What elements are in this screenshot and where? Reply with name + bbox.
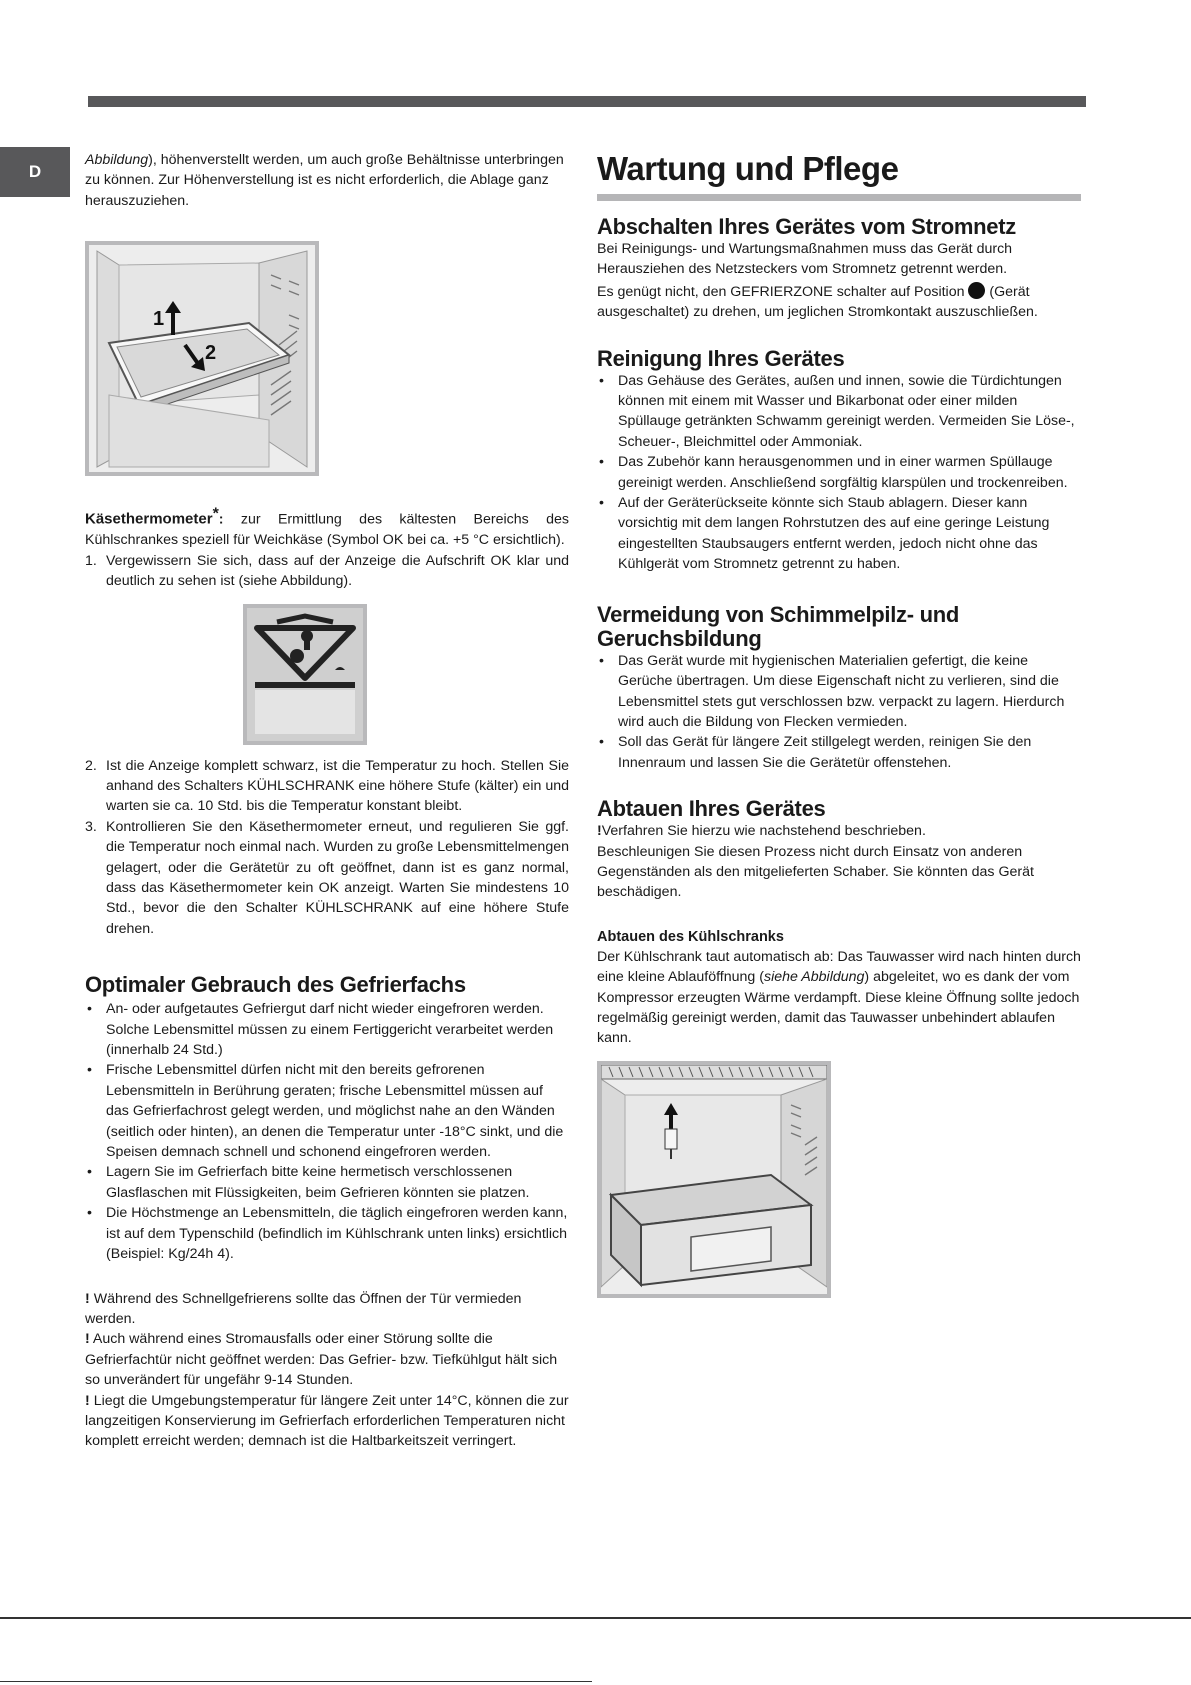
cheese-colon: : (218, 511, 224, 528)
cheese-steps-list-1 (85, 551, 569, 592)
freezer-warnings (85, 1289, 569, 1452)
arrow-label-1: 1 (153, 308, 165, 331)
cleaning-heading: Reinigung Ihres Gerätes (597, 345, 845, 371)
mould-bullet-list (597, 651, 1081, 773)
cheese-thermometer-text: zur Ermittlung des kältesten Bereichs des Kühlschrankes speziell für Weichkäse (Symbol OK bei ca. +5 °C ersichtlich). (85, 511, 569, 549)
warning-paragraph (85, 1289, 569, 1330)
warning-text: Liegt die Umgebungstemperatur für längere Zeit unter 14°C, können die zur langzeitigen Konservierung im Gefrierfach erforderlichen Temperaturen nicht komplett erreicht werden; demnach ist die Haltbarkeitszeit verringert. (85, 1392, 569, 1450)
bottom-rule (0, 1617, 1191, 1619)
mould-bullet: • Das Gerät wurde mit hygienischen Materialien gefertigt, die keine Gerüche übertragen. Um diese Eigenschaft nicht zu verlieren, sind die Lebensmittel stets gut verschlossen bzw. verpackt zu lagern. Hierdurch wird auch die Bildung von Flecken vermieden. (597, 651, 1081, 733)
right-column (597, 150, 1081, 1298)
power-switch-text-2: (Gerät ausgeschaltet) zu drehen, um jeglichen Stromkontakt auszuschließen. (597, 283, 1038, 321)
intro-text: ), höhenverstellt werden, um auch große Behältnisse unterbringen zu können. Zur Höhenverstellung ist es nicht erforderlich, die Ablage ganz herauszuziehen. (85, 152, 564, 209)
arrow-label-2: 2 (205, 342, 217, 365)
freezer-bullet: • Die Höchstmenge an Lebensmitteln, die täglich eingefroren werden kann, ist auf dem Typenschild (befindlich im Kühlschrank unten links) ersichtlich (Beispiel: Kg/24h 4). (85, 1203, 569, 1264)
power-switch-paragraph (597, 282, 1081, 323)
drain-hole-illustration (601, 1065, 827, 1294)
mould-prevention-heading: Vermeidung von Schimmelpilz- und Geruchsbildung (597, 601, 960, 651)
exclamation-icon: ! (597, 823, 602, 840)
language-tab-label: D (28, 162, 42, 181)
freezer-bullet-list (85, 999, 569, 1264)
freezer-bullet: • Lagern Sie im Gefrierfach bitte keine hermetisch verschlossenen Glasflaschen mit Flüssigkeiten, beim Gefrieren könnten sie platzen. (85, 1162, 569, 1203)
defrost-heading: Abtauen Ihres Gerätes (597, 796, 826, 822)
warning-paragraph (85, 1329, 569, 1390)
defrost-warning-text: Verfahren Sie hierzu wie nachstehend beschrieben. (601, 823, 926, 840)
warning-paragraph (85, 1391, 569, 1452)
off-position-dot-icon (968, 282, 985, 299)
fridge-defrost-text-b: ) abgeleitet, wo es dank der vom Kompressor erzeugten Wärme verdampft. Diese kleine Öffnung sollte jedoch regelmäßig gereinigt werden, damit das Tauwasser unbehindert ablaufen kann. (597, 969, 1080, 1047)
cleaning-bullet: • Das Gehäuse des Gerätes, außen und innen, sowie die Türdichtungen können mit einem mit Wasser und Bikarbonat oder einer milden Spüllauge getränkten Schwamm gereinigt werden. Vermeiden Sie Löse-, Scheuer-, Bleichmittel oder Ammoniak. (597, 371, 1081, 453)
freezer-heading: Optimaler Gebrauch des Gefrierfachs (85, 972, 466, 998)
step-number: 3. (85, 818, 97, 835)
cheese-thermometer-figure (243, 604, 367, 745)
step-number: 1. (85, 552, 97, 569)
exclamation-icon: ! (85, 1392, 90, 1409)
cheese-thermometer-paragraph (85, 504, 569, 551)
step-text: Ist die Anzeige komplett schwarz, ist die Temperatur zu hoch. Stellen Sie anhand des Schalters KÜHLSCHRANK eine höhere Stufe (kälter) ein und warten sie ca. 10 Std. bis die Temperatur konstant bleibt. (106, 757, 569, 815)
shelf-figure (85, 241, 319, 476)
title-underline (597, 194, 1081, 201)
mould-bullet: • Soll das Gerät für längere Zeit stillgelegt werden, reinigen Sie den Innenraum und lassen Sie die Gerätetür offenstehen. (597, 732, 1081, 773)
defrost-warning (597, 821, 1081, 841)
fridge-defrost-text (597, 947, 1081, 1049)
step-item (85, 817, 569, 939)
intro-paragraph (85, 150, 569, 211)
warning-text: Während des Schnellgefrierens sollte das Öffnen der Tür vermieden werden. (85, 1290, 522, 1327)
intro-italic: Abbildung (85, 152, 149, 168)
top-rule (88, 96, 1086, 107)
asterisk: * (212, 505, 219, 523)
bottom-rule-short (0, 1681, 592, 1682)
defrost-text: Beschleunigen Sie diesen Prozess nicht durch Einsatz von anderen Gegenständen als den mitgelieferten Schaber. Sie könnten das Gerät beschädigen. (597, 843, 1034, 901)
power-disconnect-text: Bei Reinigungs- und Wartungsmaßnahmen muss das Gerät durch Herausziehen des Netzsteckers vom Stromnetz getrennt werden. (597, 241, 1013, 278)
step-number: 2. (85, 757, 97, 774)
power-switch-text: Es genügt nicht, den GEFRIERZONE schalter auf Position (597, 283, 969, 300)
left-column (85, 150, 569, 1452)
drain-hole-figure (597, 1061, 831, 1298)
step-item (85, 551, 569, 592)
power-disconnect-heading: Abschalten Ihres Gerätes vom Stromnetz (597, 214, 1016, 239)
cheese-steps-list-2 (85, 756, 569, 940)
cheese-thermometer-title: Käsethermometer (85, 510, 213, 528)
cleaning-bullet-list (597, 371, 1081, 575)
fridge-defrost-italic: siehe Abbildung (763, 969, 865, 986)
exclamation-icon: ! (85, 1290, 90, 1307)
step-item (85, 756, 569, 817)
page-title: Wartung und Pflege (597, 150, 899, 187)
freezer-bullet: • An- oder aufgetautes Gefriergut darf nicht wieder eingefroren werden. Solche Lebensmittel müssen zu einem Fertiggericht verarbeitet werden (innerhalb 24 Std.) (85, 999, 569, 1060)
fridge-defrost-heading: Abtauen des Kühlschranks (597, 928, 784, 945)
shelf-illustration (89, 245, 315, 472)
freezer-bullet: • Frische Lebensmittel dürfen nicht mit den bereits gefrorenen Lebensmitteln in Berührung geraten; frische Lebensmittel müssen auf das Gefrierfachrost gelegt werden, und möglichst nahe an den Wänden (seitlich oder hinten), an denen die Temperatur unter -18°C sinkt, und die Speisen demnach schnell und schonend eingefroren werden. (85, 1060, 569, 1162)
exclamation-icon: ! (85, 1331, 90, 1348)
fridge-defrost-text-a: Der Kühlschrank taut automatisch ab: Das Tauwasser wird nach hinten durch eine kleine Ablauföffnung ( (597, 948, 1081, 986)
cleaning-bullet: • Auf der Geräterückseite könnte sich Staub ablagern. Dieser kann vorsichtig mit dem langen Rohrstutzen des auf eine geringe Leistung eingestellten Staubsaugers entfernt werden, jedoch nicht ohne das Kühlgerät vom Stromnetz getrennt zu haben. (597, 493, 1081, 575)
language-tab (0, 147, 70, 197)
step-text: Kontrollieren Sie den Käsethermometer erneut, und regulieren Sie ggf. die Temperatur noch einmal nach. Wurden zu große Lebensmittelmengen gelagert, oder die Gerätetür zu oft geöffnet, dann ist es ganz normal, dass das Käsethermometer kein OK anzeigt. Warten Sie mindestens 10 Std., bevor die den Schalter KÜHLSCHRANK auf eine höhere Stufe drehen. (106, 818, 569, 937)
step-text: Vergewissern Sie sich, dass auf der Anzeige die Aufschrift OK klar und deutlich zu sehen ist (siehe Abbildung). (106, 552, 569, 590)
warning-text: Auch während eines Stromausfalls oder einer Störung sollte die Gefrierfachtür nicht geöffnet werden: Das Gefrier- bzw. Tiefkühlgut hält sich so unverändert für ungefähr 9-14 Stunden. (85, 1331, 558, 1389)
cleaning-bullet: • Das Zubehör kann herausgenommen und in einer warmen Spüllauge gereinigt werden. Anschließend sorgfältig klarspülen und trockenreiben. (597, 452, 1081, 493)
thermometer-symbol-illustration (247, 608, 363, 741)
